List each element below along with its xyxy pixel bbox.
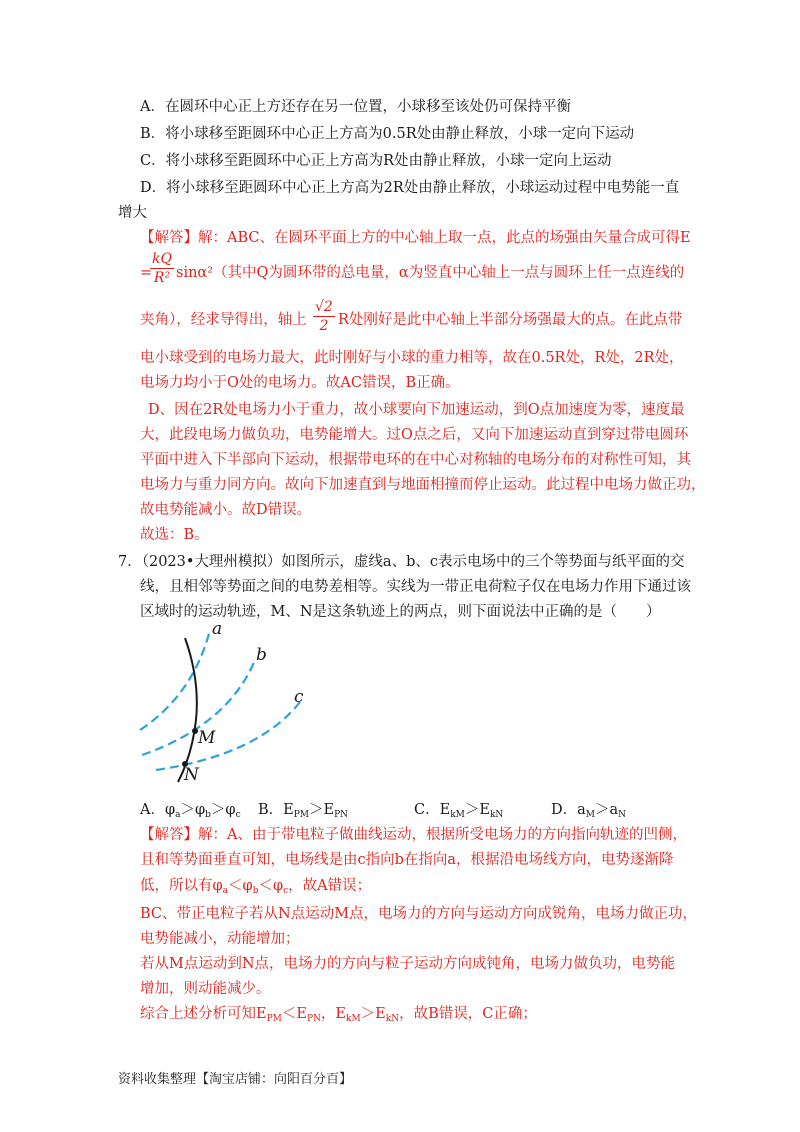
label-n: N	[184, 765, 199, 785]
q7-answer-line4: BC、带正电粒子若从N点运动M点，电场力的方向与运动方向成锐角，电场力做正功，	[140, 906, 698, 922]
q6-answer-line2: sinα²（其中Q为圆环带的总电量，α为竖直中心轴上一点与圆环上任一点连线的	[176, 265, 685, 281]
fraction-denominator: 2	[319, 318, 329, 334]
q6-option-d-line1: D．将小球移至距圆环中心正上方高为2R处由静止释放，小球运动过程中电势能一直	[140, 180, 680, 196]
q7-answer-text1: 解：A、由于带电粒子做曲线运动，根据所受电场力的方向指向轨迹的凹侧，	[198, 827, 687, 843]
q6-option-d-line2: 增大	[118, 205, 147, 221]
q7-option-d: D．$a_M>a_N$	[551, 802, 627, 820]
q7-stem-line2: 线，且相邻等势面之间的电势差相等。实线为一带正电荷粒子仅在电场力作用下通过该	[140, 579, 691, 595]
answer-tag: 【解答】	[140, 827, 198, 843]
q7-answer-line7: 增加，则动能减少。	[140, 981, 271, 997]
q6-answer-line6: D、因在2R处电场力小于重力，故小球要向下加速运动，到O点加速度为零，速度最	[148, 402, 685, 418]
label-a: a	[212, 620, 223, 639]
q6-answer-line1	[140, 228, 691, 248]
particle-trajectory	[178, 638, 197, 782]
q7-stem-line3: 区域时的运动轨迹，M、N是这条轨迹上的两点，则下面说法中正确的是（ ）	[140, 604, 661, 620]
q6-option-a: A．在圆环中心正上方还存在另一位置，小球移至该处仍可保持平衡	[140, 99, 571, 115]
q6-answer-line10: 故电势能减小。故D错误。	[140, 502, 312, 518]
q7-answer-line8: 综合上述分析可知$E_{PM}<E_{PN}$，$E_{kM}>E_{kN}$，故B错误，C正确；	[140, 1006, 537, 1024]
formula-sqrt2-over-2	[313, 298, 335, 335]
fraction-numerator: kQ	[152, 251, 172, 267]
q7-answer-line2: 且和等势面垂直可知，电场线是由c指向b在指向a，根据沿电场线方向，电势逐渐降	[140, 852, 674, 868]
q7-option-c: C．$E_{kM}>E_{kN}$	[414, 802, 504, 820]
q7-stem-line1: 7．（2023•大理州模拟）如图所示，虚线a、b、c表示电场中的三个等势面与纸平面的交	[118, 554, 685, 570]
q6-answer-eq-sign: =	[140, 265, 153, 281]
answer-tag: 【解答】	[140, 230, 198, 246]
q6-answer-text1: 解：ABC、在圆环平面上方的中心轴上取一点，此点的场强由矢量合成可得E	[198, 230, 691, 246]
equipotential-figure	[138, 620, 328, 790]
label-m: M	[198, 728, 216, 748]
q6-answer-line3b: R处刚好是此中心轴上半部分场强最大的点。在此点带	[338, 312, 683, 328]
q6-answer-line8: 平面中进入下半部向下运动，根据带电环的在中心对称轴的电场分布的对称性可知，其	[140, 452, 691, 468]
q6-option-b: B．将小球移至距圆环中心正上方高为0.5R处由静止释放，小球一定向下运动	[140, 126, 635, 142]
q6-answer-line9: 电场力与重力同方向。故向下加速直到与地面相撞而停止运动。此过程中电场力做正功，	[140, 477, 706, 493]
label-b: b	[256, 645, 267, 665]
q6-answer-line3a: 夹角），经求导得出，轴上	[140, 312, 307, 328]
q6-option-c: C．将小球移至距圆环中心正上方高为R处由静止释放，小球一定向上运动	[140, 153, 612, 169]
q6-answer-choice: 故选：B。	[140, 527, 209, 543]
q7-answer-line5: 电势能减小，动能增加；	[140, 931, 300, 947]
q6-answer-line7: 大，此段电场力做负功，电势能增大。过O点之后，又向下加速运动直到穿过带电圆环	[140, 427, 689, 443]
page-footer: 资料收集整理【淘宝店铺：向阳百分百】	[118, 1072, 353, 1087]
q7-option-b: B．$E_{PM}>E_{PN}$	[258, 802, 349, 820]
fraction-numerator: √2	[315, 299, 333, 315]
formula-kq-over-r2	[150, 250, 174, 287]
q7-option-a: A．$\varphi_a>\varphi_b>\varphi_c$	[140, 802, 241, 820]
q7-answer-line1	[140, 825, 687, 845]
q6-answer-line5: 电场力均小于O处的电场力。故AC错误，B正确。	[140, 375, 460, 391]
label-c: c	[294, 687, 304, 707]
q6-answer-line4: 电小球受到的电场力最大，此时刚好与小球的重力相等，故在0.5R处，R处，2R处，	[140, 350, 684, 366]
q7-answer-line6: 若从M点运动到N点，电场力的方向与粒子运动方向成钝角，电场力做负功，电势能	[140, 956, 676, 972]
q7-answer-line3: 低，所以有$\varphi_a<\varphi_b<\varphi_c$，故A错误；	[140, 878, 372, 896]
fraction-denominator: R²	[153, 270, 171, 286]
equipotential-line-a	[140, 630, 210, 730]
equipotential-line-c	[156, 702, 300, 770]
